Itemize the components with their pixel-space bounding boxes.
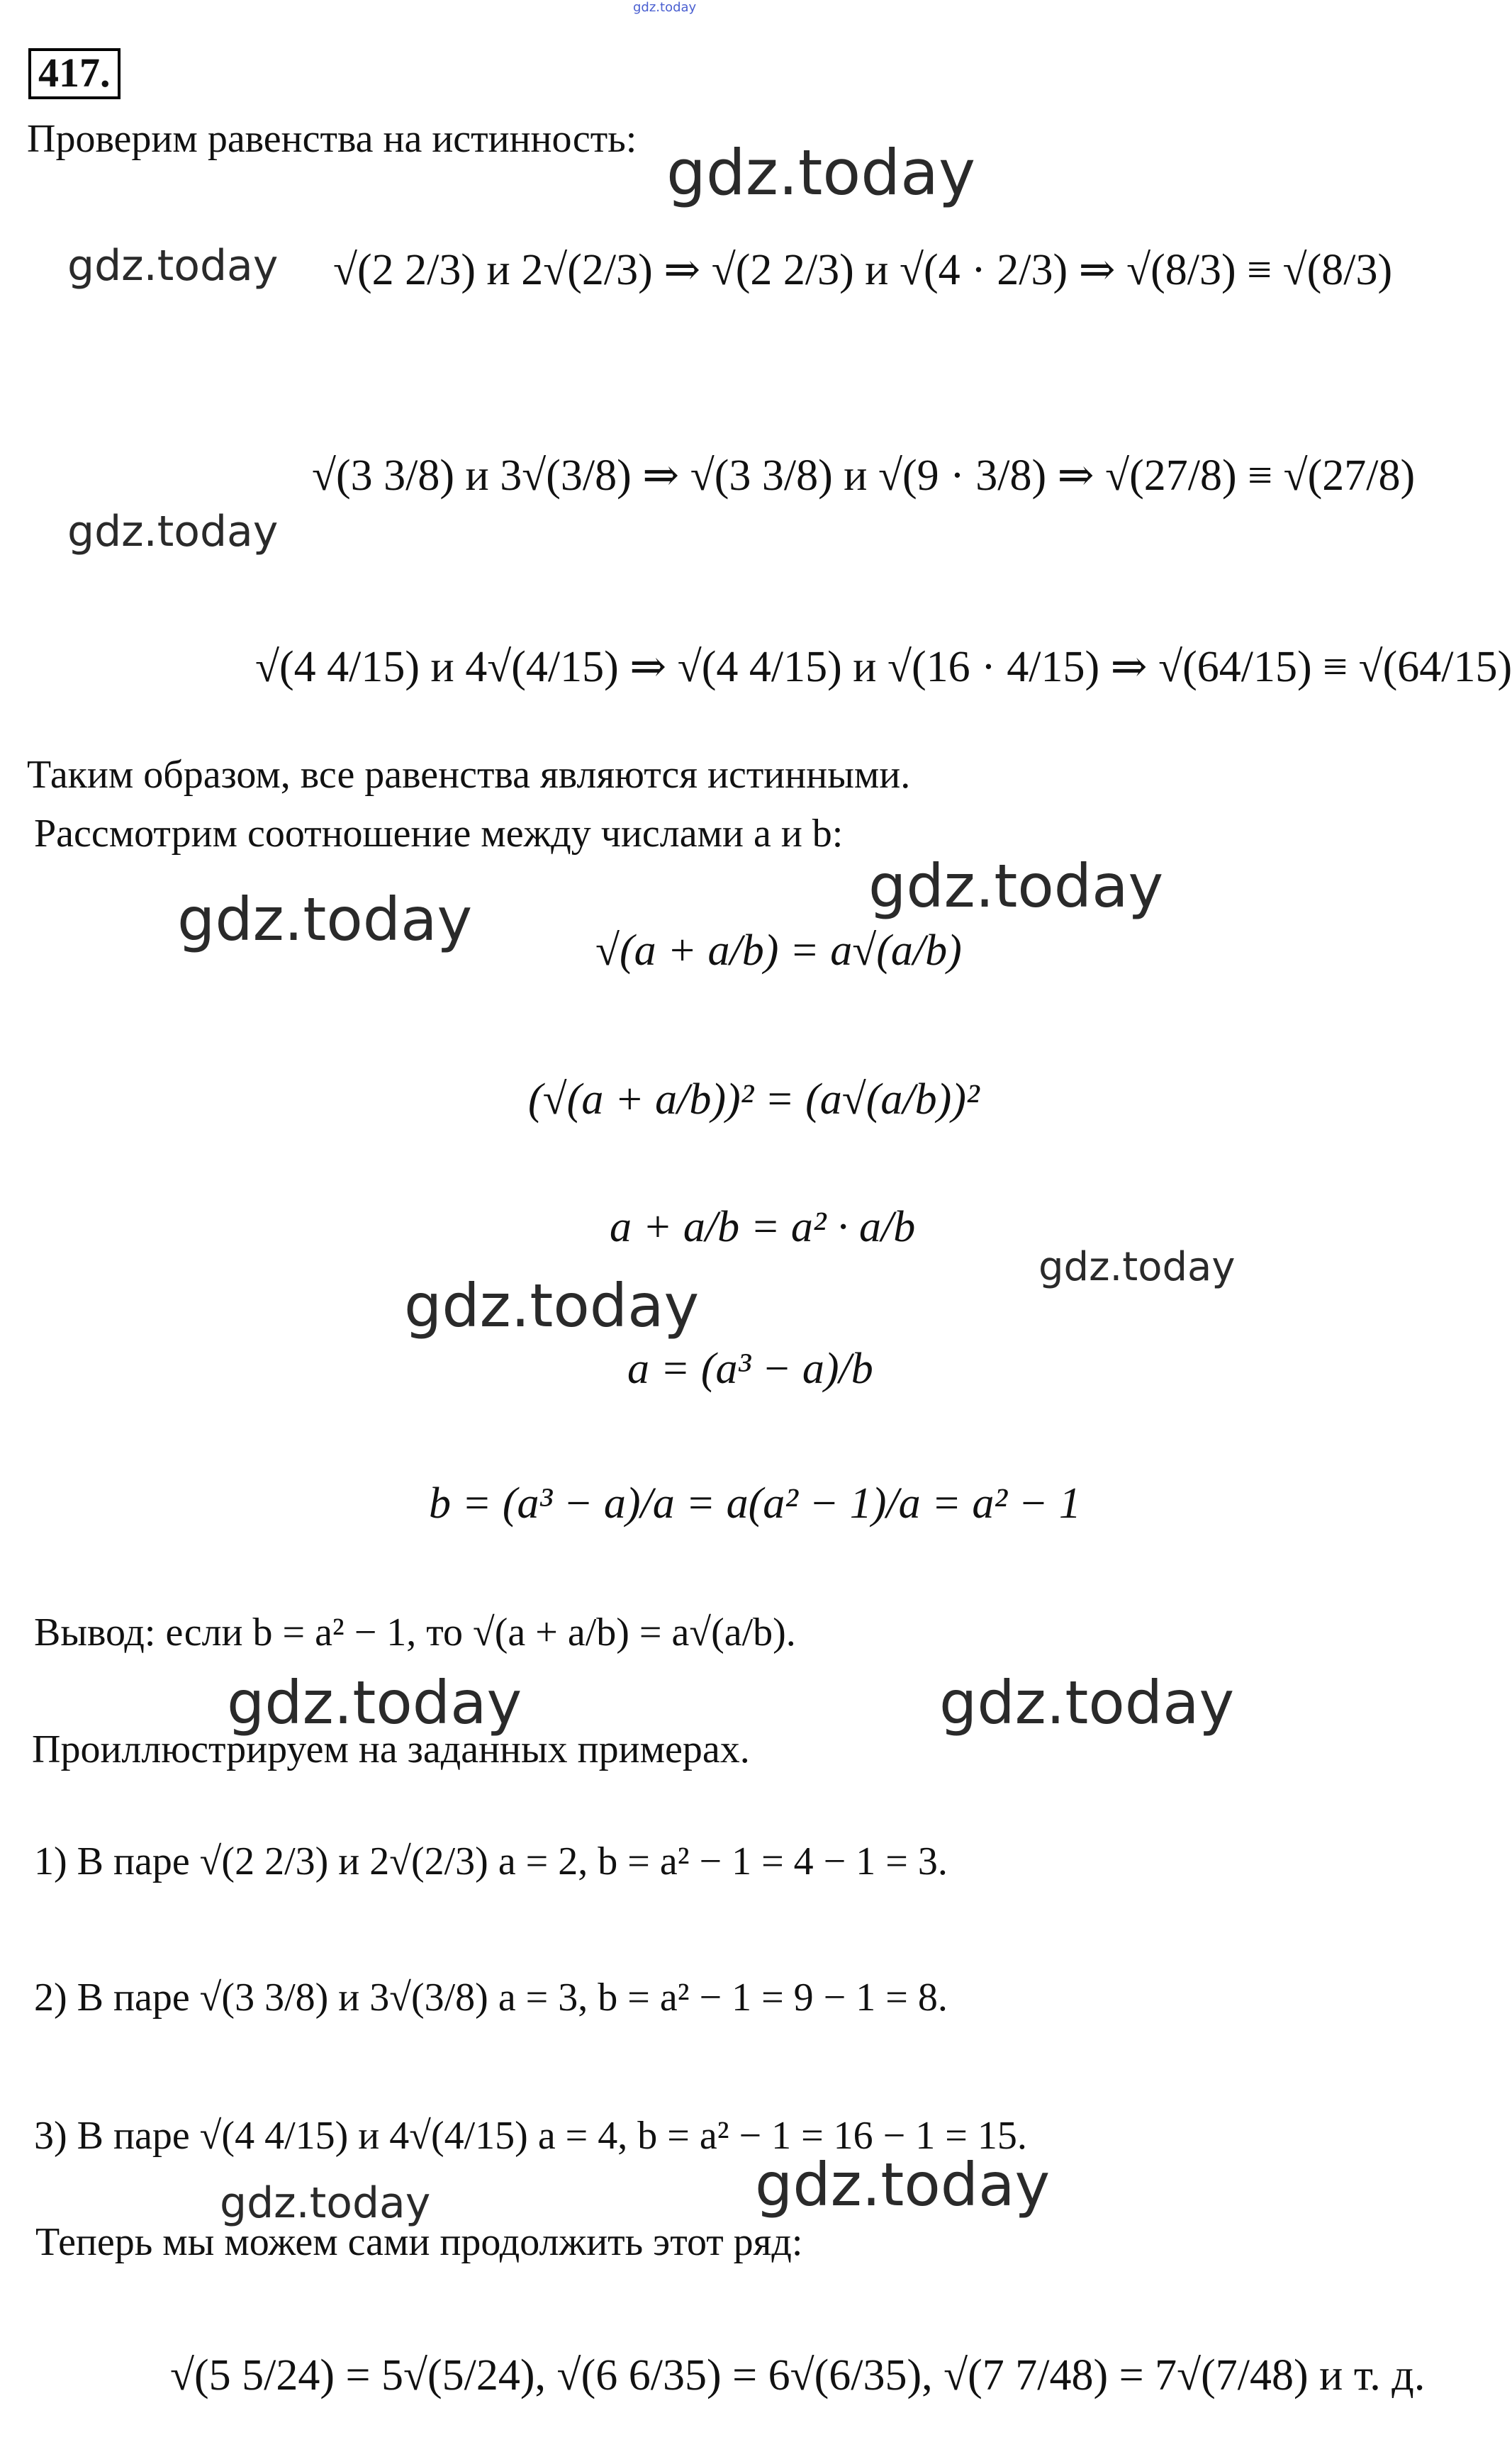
watermark: gdz.today xyxy=(67,241,279,291)
watermark: gdz.today xyxy=(177,885,473,954)
watermark: gdz.today xyxy=(227,1668,522,1737)
derivation-step-4: a = (a³ − a)/b xyxy=(627,1345,873,1393)
conclusion-rule: Вывод: если b = a² − 1, то √(a + a/b) = a√(a/b). xyxy=(34,1611,796,1654)
watermark: gdz.today xyxy=(67,507,279,556)
example-1: 1) В паре √(2 2/3) и 2√(2/3) a = 2, b = a² − 1 = 4 − 1 = 3. xyxy=(34,1839,948,1883)
check-line-1: √(2 2/3) и 2√(2/3) ⇒ √(2 2/3) и √(4 · 2/3) ⇒ √(8/3) ≡ √(8/3) xyxy=(333,246,1393,294)
watermark-top: gdz.today xyxy=(633,0,697,15)
derivation-step-3: a + a/b = a² · a/b xyxy=(610,1203,916,1251)
relation-intro: Рассмотрим соотношение между числами a и b: xyxy=(34,812,844,856)
watermark: gdz.today xyxy=(1038,1244,1236,1290)
derivation-step-5: b = (a³ − a)/a = a(a² − 1)/a = a² − 1 xyxy=(429,1479,1081,1528)
conclusion-all-true: Таким образом, все равенства являются истинными. xyxy=(27,753,911,797)
watermark: gdz.today xyxy=(868,851,1164,921)
illustrate-text: Проиллюстрируем на заданных примерах. xyxy=(32,1727,750,1771)
watermark: gdz.today xyxy=(404,1271,700,1340)
derivation-step-2: (√(a + a/b))² = (a√(a/b))² xyxy=(528,1075,980,1124)
task-number: 417. xyxy=(28,48,121,99)
check-line-3: √(4 4/15) и 4√(4/15) ⇒ √(4 4/15) и √(16 · 4/15) ⇒ √(64/15) ≡ √(64/15) xyxy=(255,643,1512,691)
derivation-step-1: √(a + a/b) = a√(a/b) xyxy=(595,926,962,975)
watermark: gdz.today xyxy=(666,136,976,209)
continue-text: Теперь мы можем сами продолжить этот ряд: xyxy=(35,2220,803,2264)
watermark: gdz.today xyxy=(220,2178,431,2228)
check-line-2: √(3 3/8) и 3√(3/8) ⇒ √(3 3/8) и √(9 · 3/8) ⇒ √(27/8) ≡ √(27/8) xyxy=(312,452,1416,500)
series-line: √(5 5/24) = 5√(5/24), √(6 6/35) = 6√(6/35), √(7 7/48) = 7√(7/48) и т. д. xyxy=(170,2351,1426,2399)
example-3: 3) В паре √(4 4/15) и 4√(4/15) a = 4, b = a² − 1 = 16 − 1 = 15. xyxy=(34,2114,1027,2158)
example-2: 2) В паре √(3 3/8) и 3√(3/8) a = 3, b = a² − 1 = 9 − 1 = 8. xyxy=(34,1976,948,2020)
intro-text: Проверим равенства на истинность: xyxy=(27,117,637,161)
watermark: gdz.today xyxy=(755,2150,1051,2219)
watermark: gdz.today xyxy=(939,1668,1235,1737)
